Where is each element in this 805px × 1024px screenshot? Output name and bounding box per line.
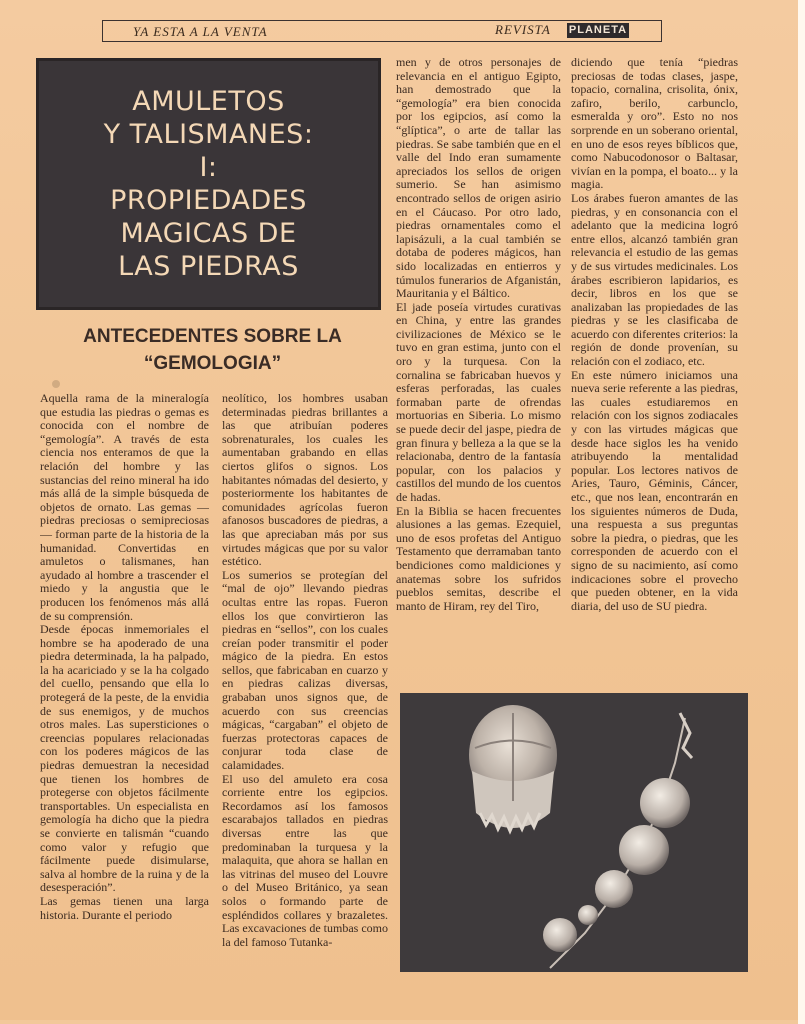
paragraph: diciendo que tenía “piedras preciosas de todas clases, jaspe, topacio, cornalina, crisolita, ónix, zafiro, berilo, carbunclo, esmeralda y oro”. Esto no nos sorprende en un soberano oriental, en uno de esos reyes bíblicos que, como Nabucodonosor o Baltasar, vivían en la pompa, el boato... y la magia. bbox=[571, 56, 738, 192]
paragraph: neolítico, los hombres usaban determinadas piedras brillantes a las que atribuían poderes sobrenaturales, los cuales les aumentaban grabando en ellas ciertos glifos o signos. Los habitantes nómadas del desierto, y posteriormente los habitantes de comunidades agrícolas fueron afanosos buscadores de piedras, a las que apreciaban más por sus virtudes mágicas que por su valor estético. bbox=[222, 392, 388, 569]
subtitle-line-2: “GEMOLOGIA” bbox=[143, 353, 282, 374]
paragraph: Los árabes fueron amantes de las piedras, y en consonancia con el adelanto que la medicina logró entre ellos, alcanzó también gran relevancia el estudio de las gemas y de sus virtudes medicinales. Los árabes escribieron lapidarios, es decir, libros en los que se analizaban las propiedades de las piedras y se les clasificaba de acuerdo con diferentes criterios: la región de donde provenían, su relación con el zodiaco, etc. bbox=[571, 190, 738, 369]
paragraph: Los sumerios se protegían del “mal de ojo” llevando piedras ocultas entre las ropas. Fueron ellos los que convirtieron las piedras en “sellos”, con los cuales creían poder transmitir el poder mágico de la piedra. En estos sellos, que fabricaban en cuarzo y en piedras calizas diversas, grababan unos signos que, de acuerdo con sus creencias mágicas, “cargaban” el objeto de fuerzas protectoras capaces de conjurar toda clase de calamidades. bbox=[222, 567, 388, 773]
text-column-3 bbox=[396, 56, 561, 672]
paragraph: En la Biblia se hacen frecuentes alusiones a las gemas. Ezequiel, uno de esos profetas del Antiguo Testamento que derramaban tanto bendiciones como maldiciones y anatemas sobre los sufridos pueblos semitas, describe el manto de Hiram, rey del Tiro, bbox=[396, 503, 561, 613]
planeta-logo: PLANETA bbox=[568, 24, 628, 36]
paragraph: Las gemas tienen una larga historia. Durante el periodo bbox=[40, 893, 209, 922]
title-line-1: AMULETOS bbox=[132, 86, 285, 117]
title-box bbox=[36, 58, 381, 310]
title-line-6: LAS PIEDRAS bbox=[118, 251, 299, 282]
paragraph: Desde épocas inmemoriales el hombre se ha apoderado de una piedra determinada, la ha palpado, la ha acariciado y se la ha colgado del cuello, pensando que ella lo protegerá de la peste, de la envidia de sus enemigos, y de muchos otros males. Las supersticiones o creencias populares relacionadas con los poderes mágicos de las piedras demuestran la necesidad que tienen los hombres de protegerse con objetos fácilmente transportables. Un especialista en gemología ha dicho que la piedra se convierte en talismán “cuando como valor y refugio que fácilmente puede disimularse, salva al hombre de la ruina y de la desesperación”. bbox=[40, 622, 209, 895]
paragraph: El uso del amuleto era cosa corriente entre los egipcios. Recordamos así los famosos escarabajos tallados en piedras diversas entre las que predominaban la turquesa y la malaquita, que ahora se hallan en las vitrinas del museo del Louvre o del Museo Británico, ya sean solos o formando parte de espléndidos collares y brazaletes. Las excavaciones de tumbas como la del famoso Tutanka- bbox=[222, 771, 388, 949]
header-bar bbox=[102, 20, 662, 42]
text-column-4 bbox=[571, 56, 738, 672]
header-left-text: YA ESTA A LA VENTA bbox=[133, 24, 268, 39]
title-line-3: I: bbox=[199, 152, 218, 183]
page-edge bbox=[798, 0, 805, 1024]
page-stain bbox=[52, 380, 60, 388]
title-line-5: MAGICAS DE bbox=[120, 218, 297, 249]
text-column-2 bbox=[222, 392, 388, 982]
title-line-2: Y TALISMANES: bbox=[103, 119, 314, 150]
header-right-text: REVISTA bbox=[495, 22, 551, 37]
paragraph: En este número iniciamos una nueva serie referente a las piedras, las cuales estudiaremos en relación con los signos zodiacales y con las virtudes mágicas que desde hace siglos les ha venido atribuyendo la mentalidad popular. Los lectores nativos de Aries, Tauro, Géminis, Cáncer, etc., que nos lean, encontrarán en los siguientes números de Duda, una respuesta a sus preguntas sobre la piedra, o piedras, que les corresponden de acuerdo con el signo de su nacimiento, así como indicaciones sobre el provecho que pueden obtener, en la vida diaria, del uso de SU piedra. bbox=[571, 367, 738, 613]
title-line-4: PROPIEDADES bbox=[110, 185, 307, 216]
scarab-amulet bbox=[469, 705, 557, 831]
section-subtitle bbox=[40, 323, 385, 377]
paragraph: El jade poseía virtudes curativas en China, y entre las grandes civilizaciones de México se le tuvo en gran estima, junto con el oro y la turquesa. Con la cornalina se fabricaban huevos y esferas perforadas, las cuales formaban parte de ofrendas mortuorias en Siberia. Lo mismo se puede decir del jaspe, piedra de gran finura y belleza a la que se la relacionaba, dentro de la fantasía popular, con los palacios y castillos del mundo de los cuentos de hadas. bbox=[396, 299, 561, 504]
paragraph: men y de otros personajes de relevancia en el antiguo Egipto, han demostrado que la “gemología” era bien conocida por los egipcios, así como la “glíptica”, o arte de tallar las piedras. Se sabe también que en el valle del Indo eran sumamente apreciados los sellos de origen sumerio. Se han asimismo encontrado sellos de origen asirio en el Cáucaso. Por otro lado, piedras ornamentales como el lapisázuli, a la cual también se dotaba de poderes mágicos, han sido localizadas en entierros y túmulos funerarios de Afganistán, Mauritania y el Báltico. bbox=[396, 56, 561, 301]
text-column-1 bbox=[40, 392, 209, 982]
scarab-beads-photo bbox=[400, 693, 748, 972]
paragraph: Aquella rama de la mineralogía que estudia las piedras o gemas es conocida con el nombre de “gemología”. A través de esta ciencia nos enteramos de que la relación del hombre y las sustancias del reino mineral ha ido más allá de la simple búsqueda de objetos de ornato. Las gemas —piedras preciosas o semipreciosas— forman parte de la historia de la humanidad. Convertidas en amuletos o talismanes, han ayudado al hombre a trascender el miedo y la angustia que le producen los fenómenos más allá de su comprensión. bbox=[40, 392, 209, 623]
photo-drawing bbox=[400, 693, 748, 972]
subtitle-line-1: ANTECEDENTES SOBRE LA bbox=[83, 326, 342, 347]
